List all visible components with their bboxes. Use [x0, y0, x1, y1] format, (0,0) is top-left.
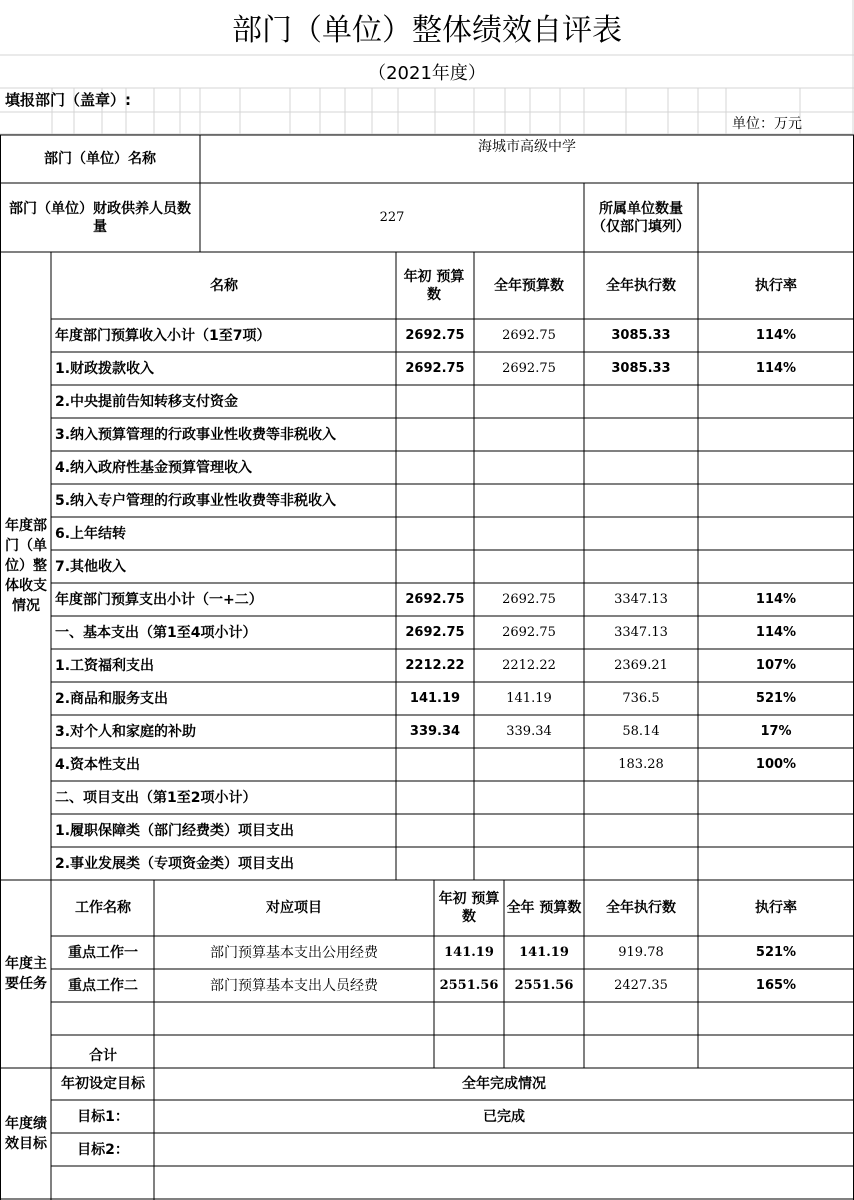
budget-row-annual: 2692.75: [502, 624, 556, 640]
budget-row-rate: 17%: [760, 723, 792, 739]
budget-row-name: 2.中央提前告知转移支付资金: [55, 393, 239, 410]
budget-row-executed: [584, 385, 698, 418]
task-row-name: [52, 1002, 154, 1035]
budget-row-name: 2.商品和服务支出: [55, 690, 169, 707]
budget-row-initial: [398, 748, 472, 781]
task-row-initial: [434, 1002, 504, 1035]
budget-row-rate: [698, 484, 854, 517]
budget-row-initial: [398, 385, 472, 418]
budget-row-initial: [398, 814, 472, 847]
goal-row-status: [154, 1166, 854, 1199]
budget-row-executed: 58.14: [622, 723, 660, 739]
task-row-annual: 141.19: [519, 944, 569, 960]
budget-row-name: 5.纳入专户管理的行政事业性收费等非税收入: [55, 492, 337, 509]
budget-row-name: 1.履职保障类（部门经费类）项目支出: [55, 822, 295, 839]
budget-row-annual: 2212.22: [502, 657, 556, 673]
budget-row-annual: [474, 418, 584, 451]
budget-row-name: 3.对个人和家庭的补助: [55, 723, 197, 740]
budget-header-executed: 全年执行数: [606, 277, 676, 294]
budget-row-executed: [584, 847, 698, 880]
budget-header-annual: 全年预算数: [494, 277, 564, 294]
budget-row-annual: [474, 484, 584, 517]
budget-row-executed: 3347.13: [614, 591, 668, 607]
budget-row-annual: 339.34: [506, 723, 552, 739]
budget-row-executed: [584, 451, 698, 484]
budget-row-rate: [698, 385, 854, 418]
budget-row-executed: 3085.33: [611, 360, 671, 376]
goals-header-right: 全年完成情况: [462, 1076, 546, 1092]
budget-row-rate: 114%: [755, 624, 797, 640]
budget-row-annual: [474, 550, 584, 583]
budget-row-name: 7.其他收入: [55, 558, 127, 575]
budget-row-rate: [698, 517, 854, 550]
budget-row-name: 2.事业发展类（专项资金类）项目支出: [55, 855, 295, 872]
budget-row-initial: 2692.75: [405, 624, 465, 640]
goals-header-left: 年初设定目标: [61, 1075, 145, 1092]
tasks-header-executed: 全年执行数: [606, 900, 676, 916]
budget-section-label: 年度部门（单位）整体收支情况: [5, 518, 47, 614]
task-row-annual: [504, 1002, 584, 1035]
tasks-total-label: 合计: [89, 1047, 117, 1064]
task-row-initial: 141.19: [444, 944, 494, 960]
staff-value: 227: [379, 210, 405, 225]
budget-row-annual: [474, 385, 584, 418]
task-row-name: 重点工作二: [68, 977, 138, 994]
budget-row-annual: [474, 517, 584, 550]
budget-row-executed: [584, 484, 698, 517]
page-title: 部门（单位）整体绩效自评表: [232, 13, 622, 48]
budget-row-executed: [584, 550, 698, 583]
budget-row-initial: [398, 517, 472, 550]
budget-row-annual: [474, 451, 584, 484]
budget-row-initial: [398, 847, 472, 880]
tasks-header-annual: 全年 预算数: [506, 900, 582, 916]
budget-row-executed: 3347.13: [614, 624, 668, 640]
budget-row-initial: [398, 781, 472, 814]
budget-row-rate: [698, 814, 854, 847]
budget-row-name: 二、项目支出（第1至2项小计）: [55, 789, 257, 806]
budget-row-executed: 3085.33: [611, 327, 671, 343]
budget-row-rate: 114%: [755, 360, 797, 376]
budget-row-executed: 736.5: [622, 690, 660, 706]
budget-row-rate: [698, 781, 854, 814]
budget-row-rate: [698, 847, 854, 880]
budget-row-annual: [474, 781, 584, 814]
dept-name-label: 部门（单位）名称: [44, 151, 156, 167]
budget-row-executed: [584, 418, 698, 451]
budget-row-initial: 339.34: [409, 723, 461, 739]
budget-row-rate: 521%: [755, 690, 797, 706]
budget-row-initial: [398, 418, 472, 451]
goal-row-status: 已完成: [483, 1108, 525, 1125]
task-row-rate: [698, 1002, 854, 1035]
tasks-header-rate: 执行率: [755, 900, 797, 916]
budget-row-initial: 2212.22: [405, 657, 465, 673]
task-row-project: 部门预算基本支出公用经费: [210, 944, 378, 961]
budget-row-executed: [584, 517, 698, 550]
budget-row-rate: 114%: [755, 327, 797, 343]
goals-section-label: 年度绩效目标: [5, 1116, 47, 1152]
tasks-header-initial: 年初 预算数: [438, 891, 500, 925]
budget-row-name: 年度部门预算收入小计（1至7项）: [55, 327, 271, 344]
sub-units-value: [698, 184, 854, 252]
year-subtitle: （2021年度）: [368, 63, 486, 84]
budget-row-initial: 2692.75: [405, 327, 465, 343]
goal-row-label: 目标1：: [77, 1108, 129, 1125]
budget-row-name: 6.上年结转: [55, 525, 127, 542]
budget-row-rate: 114%: [755, 591, 797, 607]
task-row-initial: 2551.56: [439, 977, 499, 993]
task-row-project: [154, 1002, 434, 1035]
budget-row-executed: [584, 781, 698, 814]
budget-header-initial: 年初 预算数: [403, 268, 465, 303]
budget-row-annual: 2692.75: [502, 591, 556, 607]
budget-row-name: 3.纳入预算管理的行政事业性收费等非税收入: [55, 426, 337, 443]
task-row-name: 重点工作一: [68, 944, 138, 961]
budget-row-name: 一、基本支出（第1至4项小计）: [55, 624, 257, 641]
task-row-executed: 919.78: [618, 944, 664, 960]
budget-header-rate: 执行率: [755, 277, 797, 294]
budget-row-name: 年度部门预算支出小计（一+二）: [55, 591, 263, 608]
budget-row-executed: [584, 814, 698, 847]
budget-row-rate: [698, 550, 854, 583]
budget-row-annual: [474, 814, 584, 847]
tasks-header-project: 对应项目: [266, 900, 322, 916]
budget-row-name: 4.纳入政府性基金预算管理收入: [55, 459, 253, 476]
budget-row-initial: [398, 550, 472, 583]
budget-row-initial: 2692.75: [405, 591, 465, 607]
task-row-rate: 521%: [755, 944, 797, 960]
task-row-executed: 2427.35: [614, 977, 668, 993]
tasks-header-name: 工作名称: [75, 900, 131, 916]
goal-row-label: [52, 1166, 154, 1199]
budget-row-initial: 2692.75: [405, 360, 465, 376]
budget-row-annual: 2692.75: [502, 360, 556, 376]
task-row-rate: 165%: [755, 977, 797, 993]
sub-units-label: 所属单位数量（仅部门填列）: [592, 201, 690, 235]
budget-row-initial: 141.19: [409, 690, 461, 706]
budget-header-name: 名称: [210, 277, 238, 294]
goal-row-status: [154, 1133, 854, 1166]
filler-label: 填报部门（盖章）:: [5, 91, 131, 109]
tasks-section-label: 年度主要任务: [5, 956, 47, 992]
staff-label: 部门（单位）财政供养人员数量: [9, 201, 191, 235]
task-row-project: 部门预算基本支出人员经费: [210, 977, 378, 994]
task-row-executed: [584, 1002, 698, 1035]
budget-row-annual: 141.19: [506, 690, 552, 706]
dept-name-value: 海城市高级中学: [478, 139, 576, 155]
budget-row-executed: 2369.21: [614, 657, 668, 673]
budget-row-executed: 183.28: [618, 756, 664, 772]
budget-row-annual: 2692.75: [502, 327, 556, 343]
budget-row-rate: 107%: [755, 657, 797, 673]
budget-row-initial: [398, 451, 472, 484]
task-row-annual: 2551.56: [514, 977, 574, 993]
budget-row-rate: 100%: [755, 756, 797, 772]
budget-row-rate: [698, 451, 854, 484]
unit-label: 单位：万元: [732, 116, 802, 132]
budget-row-initial: [398, 484, 472, 517]
budget-row-name: 4.资本性支出: [55, 756, 141, 773]
budget-row-name: 1.工资福利支出: [55, 657, 155, 674]
budget-row-name: 1.财政拨款收入: [55, 360, 155, 377]
goal-row-label: 目标2：: [77, 1141, 129, 1158]
budget-row-rate: [698, 418, 854, 451]
budget-row-annual: [474, 748, 584, 781]
budget-row-annual: [474, 847, 584, 880]
